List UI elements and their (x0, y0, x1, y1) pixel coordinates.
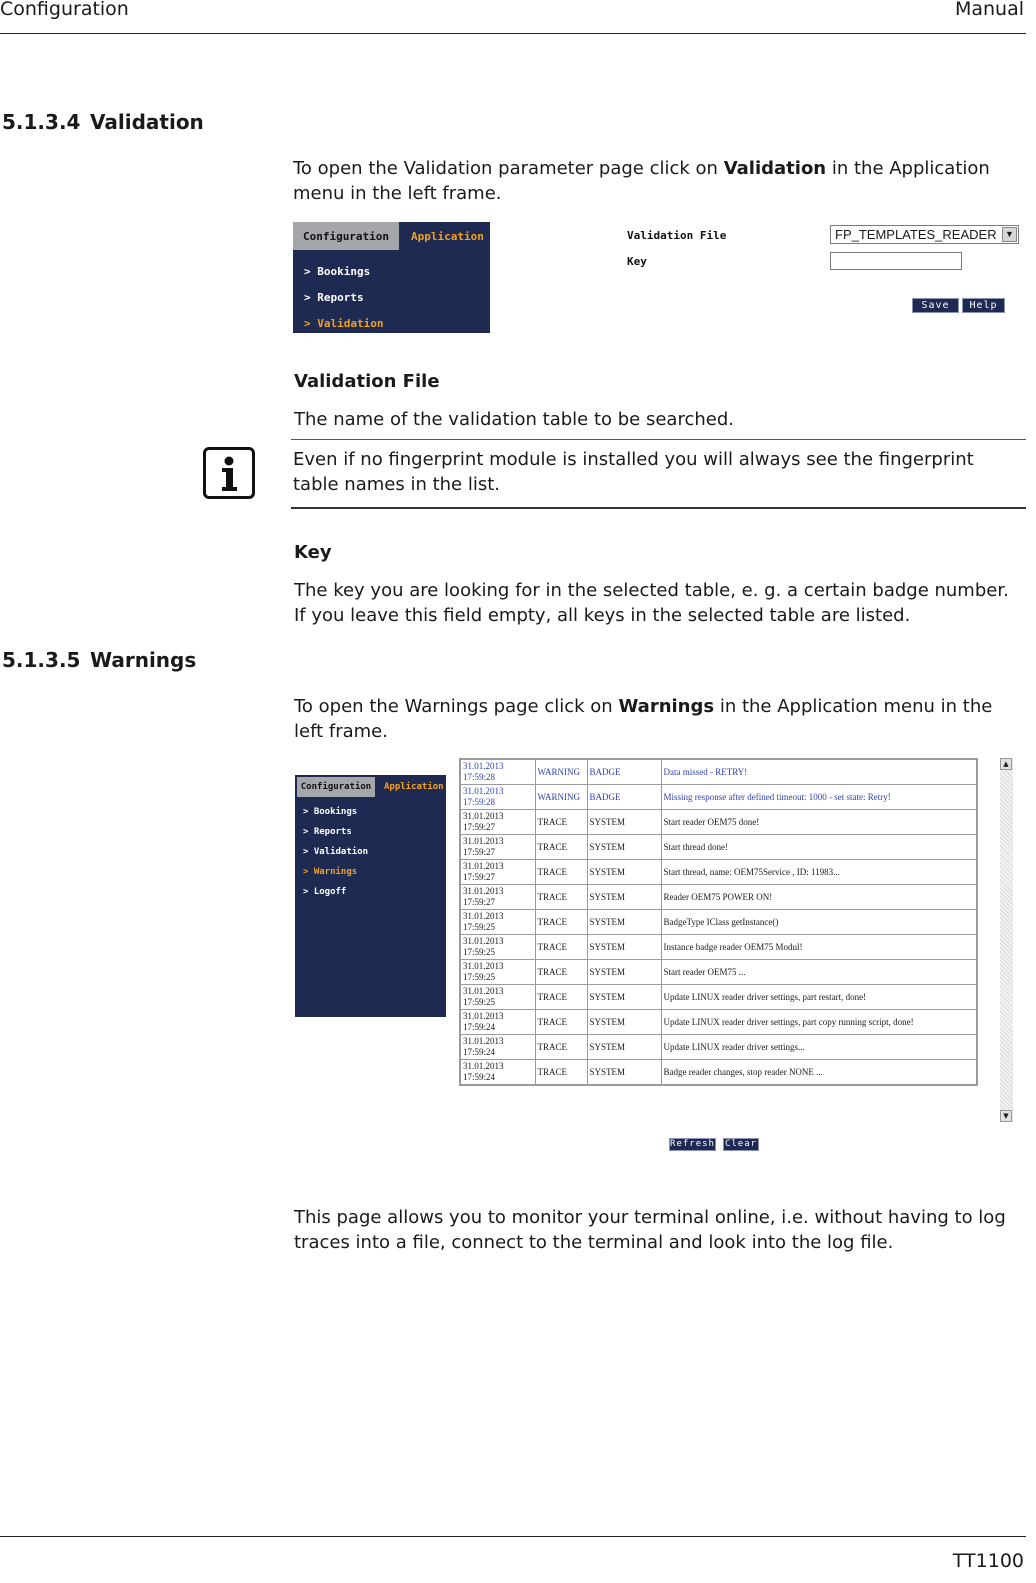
log-message: Data missed - RETRY! (661, 759, 977, 785)
log-message: Instance badge reader OEM75 Modul! (661, 935, 977, 960)
table-row (460, 985, 977, 1010)
log-timestamp (460, 860, 535, 885)
log-message: Missing response after defined timeout: 1000 - set state: Retry! (661, 785, 977, 810)
log-timestamp (460, 910, 535, 935)
log-level: TRACE (535, 810, 587, 835)
log-message: Update LINUX reader driver settings... (661, 1035, 977, 1060)
log-date: 31.01.2013 (463, 986, 504, 996)
scroll-down-icon[interactable]: ▼ (1000, 1110, 1012, 1122)
validation-intro: To open the Validation parameter page click on Validation in the Application menu in the left frame. (293, 158, 990, 204)
log-timestamp (460, 885, 535, 910)
log-date: 31.01.2013 (463, 886, 504, 896)
log-source: BADGE (587, 759, 661, 785)
menu-item-reports[interactable]: > Reports (303, 827, 352, 837)
table-row (460, 759, 977, 785)
log-message: Start reader OEM75 ... (661, 960, 977, 985)
log-source: SYSTEM (587, 1035, 661, 1060)
log-message: Update LINUX reader driver settings, part copy running script, done! (661, 1010, 977, 1035)
log-level: TRACE (535, 985, 587, 1010)
validation-file-label: Validation File (627, 229, 727, 242)
log-date: 31.01.2013 (463, 1061, 504, 1071)
note-bottom-rule (291, 507, 1026, 509)
log-time: 17:59:25 (463, 922, 496, 932)
log-timestamp (460, 835, 535, 860)
log-source: SYSTEM (587, 910, 661, 935)
tab-application[interactable]: Application (384, 782, 444, 792)
log-timestamp (460, 935, 535, 960)
note-top-rule (291, 439, 1026, 440)
log-message: Start reader OEM75 done! (661, 810, 977, 835)
warnings-closing: This page allows you to monitor your terminal online, i.e. without having to log traces into a file, connect to the terminal and look into the log file. (294, 1207, 1006, 1253)
warnings-intro: To open the Warnings page click on Warnings in the Application menu in the left frame. (294, 696, 993, 742)
log-date: 31.01.2013 (463, 911, 504, 921)
info-note: Even if no fingerprint module is installed you will always see the fingerprint table names in the list. (293, 449, 974, 495)
section-title: Validation (90, 110, 204, 134)
refresh-button[interactable]: Refresh (670, 1139, 715, 1149)
section-number-warnings: 5.1.3.5 (2, 648, 81, 672)
log-level: TRACE (535, 1060, 587, 1086)
menu-item-warnings[interactable]: > Warnings (303, 867, 358, 877)
log-time: 17:59:27 (463, 847, 496, 857)
clear-button[interactable]: Clear (724, 1139, 758, 1149)
header-left: Configuration (0, 0, 129, 20)
log-level: WARNING (535, 759, 587, 785)
log-time: 17:59:24 (463, 1072, 496, 1082)
log-source: BADGE (587, 785, 661, 810)
log-source: SYSTEM (587, 1010, 661, 1035)
chevron-down-icon[interactable]: ▼ (1002, 227, 1017, 242)
log-level: TRACE (535, 1010, 587, 1035)
log-time: 17:59:25 (463, 972, 496, 982)
tab-configuration[interactable]: Configuration (297, 777, 375, 797)
log-source: SYSTEM (587, 860, 661, 885)
log-message: Update LINUX reader driver settings, part restart, done! (661, 985, 977, 1010)
table-row (460, 960, 977, 985)
log-date: 31.01.2013 (463, 836, 504, 846)
log-source: SYSTEM (587, 835, 661, 860)
header-rule (0, 33, 1026, 34)
app-menu-validation (293, 222, 490, 333)
log-date: 31.01.2013 (463, 861, 504, 871)
app-menu-warnings (295, 775, 446, 1017)
log-time: 17:59:24 (463, 1047, 496, 1057)
tab-application[interactable]: Application (411, 230, 484, 243)
header-right: Manual (954, 0, 1024, 20)
log-time: 17:59:27 (463, 822, 496, 832)
table-row (460, 935, 977, 960)
validation-file-heading: Validation File (294, 371, 440, 392)
log-timestamp (460, 810, 535, 835)
log-timestamp (460, 1035, 535, 1060)
table-row (460, 810, 977, 835)
info-icon (203, 447, 255, 499)
log-level: TRACE (535, 910, 587, 935)
help-button[interactable]: Help (962, 298, 1005, 313)
log-level: TRACE (535, 835, 587, 860)
log-timestamp (460, 785, 535, 810)
log-source: SYSTEM (587, 885, 661, 910)
menu-item-bookings[interactable]: > Bookings (303, 807, 358, 817)
section-number: 5.1.3.4 (2, 110, 81, 134)
log-message: BadgeType IClass getInstance() (661, 910, 977, 935)
log-timestamp (460, 960, 535, 985)
log-date: 31.01.2013 (463, 786, 504, 796)
key-desc: The key you are looking for in the selected table, e. g. a certain badge number. If you leave this field empty, all keys in the selected table are listed. (294, 580, 1009, 626)
log-date: 31.01.2013 (463, 1036, 504, 1046)
log-level: TRACE (535, 1035, 587, 1060)
log-message: Start thread, name: OEM75Service , ID: 11983... (661, 860, 977, 885)
section-title-warnings: Warnings (90, 648, 197, 672)
log-source: SYSTEM (587, 985, 661, 1010)
log-date: 31.01.2013 (463, 1011, 504, 1021)
table-row (460, 1060, 977, 1086)
log-source: SYSTEM (587, 1060, 661, 1086)
log-timestamp (460, 985, 535, 1010)
log-time: 17:59:24 (463, 1022, 496, 1032)
table-row (460, 910, 977, 935)
log-message: Reader OEM75 POWER ON! (661, 885, 977, 910)
log-time: 17:59:28 (463, 797, 496, 807)
table-row (460, 835, 977, 860)
validation-file-desc: The name of the validation table to be searched. (294, 409, 734, 430)
save-button[interactable]: Save (912, 298, 959, 313)
log-source: SYSTEM (587, 960, 661, 985)
log-time: 17:59:27 (463, 897, 496, 907)
menu-item-validation[interactable]: > Validation (303, 847, 369, 857)
log-source: SYSTEM (587, 935, 661, 960)
menu-item-logoff[interactable]: > Logoff (303, 887, 347, 897)
log-message: Badge reader changes, stop reader NONE ... (661, 1060, 977, 1086)
table-row (460, 860, 977, 885)
log-timestamp (460, 1010, 535, 1035)
validation-file-select[interactable]: FP_TEMPLATES_READER ▼ (830, 225, 1019, 244)
log-level: TRACE (535, 935, 587, 960)
menu-item-bookings[interactable]: > Bookings (304, 265, 371, 278)
log-time: 17:59:27 (463, 872, 496, 882)
table-row (460, 785, 977, 810)
log-date: 31.01.2013 (463, 961, 504, 971)
log-level: TRACE (535, 860, 587, 885)
table-row (460, 1035, 977, 1060)
warnings-log-table (459, 758, 978, 1086)
log-timestamp (460, 759, 535, 785)
menu-item-validation[interactable]: > Validation (304, 317, 384, 330)
log-scrollbar[interactable] (1000, 758, 1013, 1122)
log-date: 31.01.2013 (463, 761, 504, 771)
log-time: 17:59:28 (463, 772, 496, 782)
log-time: 17:59:25 (463, 997, 496, 1007)
table-row (460, 885, 977, 910)
key-heading: Key (294, 542, 332, 563)
log-source: SYSTEM (587, 810, 661, 835)
menu-item-reports[interactable]: > Reports (304, 291, 364, 304)
log-level: TRACE (535, 960, 587, 985)
scroll-up-icon[interactable]: ▲ (1000, 758, 1012, 770)
footer-rule (0, 1536, 1026, 1537)
log-level: WARNING (535, 785, 587, 810)
log-message: Start thread done! (661, 835, 977, 860)
footer-right: TT1100 (952, 1550, 1024, 1572)
log-level: TRACE (535, 885, 587, 910)
tab-configuration[interactable]: Configuration (293, 222, 399, 250)
key-input[interactable] (830, 252, 962, 270)
log-date: 31.01.2013 (463, 811, 504, 821)
log-time: 17:59:25 (463, 947, 496, 957)
key-label: Key (627, 255, 647, 268)
log-date: 31.01.2013 (463, 936, 504, 946)
log-timestamp (460, 1060, 535, 1086)
table-row (460, 1010, 977, 1035)
